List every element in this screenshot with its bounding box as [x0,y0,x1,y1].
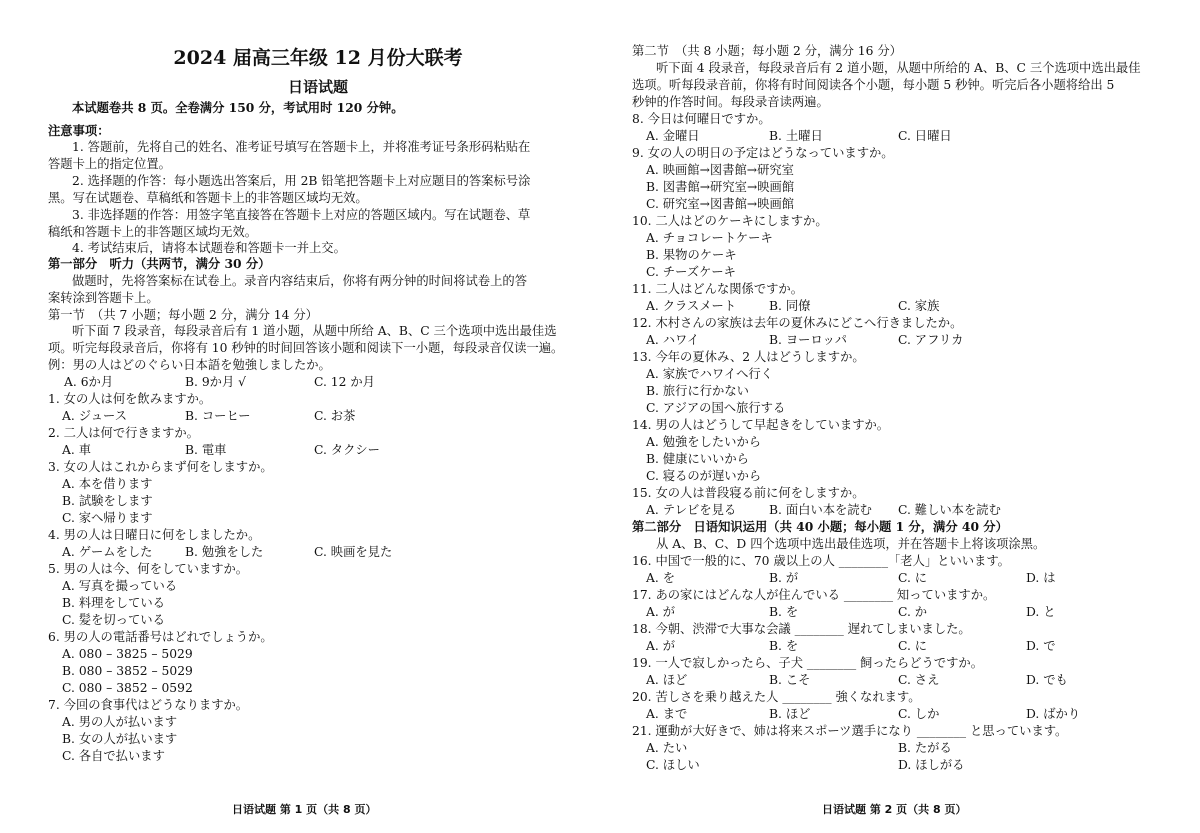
option: A. が [646,639,675,653]
option: C. さえ [898,673,940,687]
exam-intro: 本试题卷共 8 页。全卷满分 150 分，考试用时 120 分钟。 [72,100,404,115]
question-6: 6. 男の人の電話番号はどれでしょうか。 [48,630,273,644]
option: C. ほしい [646,758,700,772]
question-5: 5. 男の人は今、何をしていますか。 [48,562,249,576]
question-20-options [632,706,1172,722]
question-19: 19. 一人で寂しかったら、子犬 ________ 飼ったらどうですか。 [632,656,984,670]
question-8-options [632,128,1172,144]
example-question: 例：男の人はどのぐらい日本語を勉強しましたか。 [48,358,331,372]
option: B. 電車 [185,443,227,457]
option: C. タクシー [314,443,380,457]
question-17-options [632,604,1172,620]
part1-desc: 做题时，先将答案标在试卷上。录音内容结束后，你将有两分钟的时间将试卷上的答 [72,274,527,288]
question-15: 15. 女の人は普段寝る前に何をしますか。 [632,486,865,500]
part2-desc: 从 A、B、C、D 四个选项中选出最佳选项，并在答题卡上将该项涂黑。 [656,537,1046,551]
option: C. 家族 [898,299,940,313]
section2-desc: 听下面 4 段录音，每段录音后有 2 道小题，从题中所给的 A、B、C 三个选项中选出最佳 [656,61,1141,75]
question-9: 9. 女の人の明日の予定はどうなっていますか。 [632,146,894,160]
option: C. 各自で払います [62,749,165,763]
option: D. で [1026,639,1056,653]
option: C. アジアの国へ旅行する [646,401,786,415]
question-18: 18. 今朝、渋滞で大事な会議 ________ 遅れてしまいました。 [632,622,971,636]
option: C. 難しい本を読む [898,503,1001,517]
question-17: 17. あの家にはどんな人が住んでいる ________ 知っていますか。 [632,588,996,602]
part1-desc: 案转涂到答题卡上。 [48,291,159,305]
option: A. 車 [62,443,91,457]
exam-title: 2024 届高三年级 12 月份大联考 [173,47,463,69]
option: A. クラスメート [646,299,737,313]
section1-desc: 项。听完每段录音后，你将有 10 秒钟的时间回答该小题和阅读下一小题，每段录音仅读一遍。 [48,341,564,355]
option: C. 映画を見た [314,545,393,559]
part2-heading: 第二部分 日语知识运用（共 40 小题；每小题 1 分，满分 40 分） [632,519,1008,534]
option: B. 果物のケーキ [646,248,737,262]
option: C. に [898,639,928,653]
option: D. と [1026,605,1056,619]
option: A. が [646,605,675,619]
option: A. ハワイ [646,333,700,347]
option: B. 旅行に行かない [646,384,749,398]
option: A. 金曜日 [646,129,700,143]
question-11-options [632,298,1172,314]
option: A. たい [646,741,688,755]
option: B. 9か月 √ [185,375,247,389]
question-21-options-row2 [632,757,1172,773]
option: A. チョコレートケーキ [646,231,773,245]
question-4-options [48,544,588,560]
option: C. しか [898,707,940,721]
option: A. 本を借ります [62,477,153,491]
question-7: 7. 今回の食事代はどうなりますか。 [48,698,249,712]
note-line: 稿纸和答题卡上的非答题区域均无效。 [48,225,258,239]
section2-desc: 秒钟的作答时间。每段录音读两遍。 [632,95,829,109]
option: C. 家へ帰ります [62,511,153,525]
option: A. 家族でハワイへ行く [646,367,774,381]
question-15-options [632,502,1172,518]
option: B. 080 – 3852 – 5029 [62,664,193,678]
option: C. 髪を切っている [62,613,165,627]
question-20: 20. 苦しさを乗り越えた人 ________ 強くなれます。 [632,690,921,704]
question-21: 21. 運動が大好きで、姉は将来スポーツ選手になり ________ と思っています。 [632,724,1068,738]
option: B. 同僚 [769,299,811,313]
option: B. 土曜日 [769,129,823,143]
note-line: 1. 答题前，先将自己的姓名、准考证号填写在答题卡上，并将准考证号条形码粘贴在 [72,140,531,154]
option: B. を [769,639,799,653]
option: B. ヨーロッパ [769,333,848,347]
option: C. 寝るのが遅いから [646,469,762,483]
option: B. 健康にいいから [646,452,749,466]
option: A. 映画館→図書館→研究室 [646,163,794,177]
note-line: 2. 选择题的作答：每小题选出答案后，用 2B 铅笔把答题卡上对应题目的答案标号涂 [72,174,531,188]
option: A. 男の人が払います [62,715,178,729]
note-line: 4. 考试结束后，请将本试题卷和答题卡一并上交。 [72,241,346,255]
option: C. 日曜日 [898,129,952,143]
section1-desc: 听下面 7 段录音，每段录音后有 1 道小题，从题中所给 A、B、C 三个选项中选出最佳选 [72,324,557,338]
question-10: 10. 二人はどのケーキにしますか。 [632,214,828,228]
question-18-options [632,638,1172,654]
question-13: 13. 今年の夏休み、2 人はどうしますか。 [632,350,865,364]
option: B. を [769,605,799,619]
note-line: 3. 非选择题的作答：用签字笔直接答在答题卡上对应的答题区域内。写在试题卷、草 [72,208,531,222]
exam-subtitle: 日语试题 [287,78,348,96]
question-12: 12. 木村さんの家族は去年の夏休みにどこへ行きましたか。 [632,316,963,330]
section2-desc: 选项。听每段录音前，你将有时间阅读各个小题，每小题 5 秒钟。听完后各小题将给出 5 [632,78,1115,92]
option: B. コーヒー [185,409,251,423]
option: C. 12 か月 [314,375,375,389]
example-options [48,374,588,390]
option: B. が [769,571,799,585]
option: D. ほしがる [898,758,965,772]
part1-heading: 第一部分 听力（共两节，满分 30 分） [48,256,271,271]
question-14: 14. 男の人はどうして早起きをしていますか。 [632,418,890,432]
option: C. チーズケーキ [646,265,736,279]
option: B. 試験をします [62,494,153,508]
option: C. に [898,571,928,585]
option: B. たがる [898,741,952,755]
question-16-options [632,570,1172,586]
option: B. こそ [769,673,811,687]
option: A. ほど [646,673,688,687]
option: A. テレビを見る [646,503,737,517]
section2-heading: 第二节 （共 8 小题；每小题 2 分，满分 16 分） [632,44,902,58]
question-2: 2. 二人は何で行きますか。 [48,426,199,440]
option: B. ほど [769,707,811,721]
option: D. ばかり [1026,707,1081,721]
option: B. 面白い本を読む [769,503,872,517]
question-1-options [48,408,588,424]
note-line: 答题卡上的指定位置。 [48,157,171,171]
option: D. でも [1026,673,1068,687]
question-8: 8. 今日は何曜日ですか。 [632,112,771,126]
option: A. ジュース [62,409,128,423]
option: C. 研究室→図書館→映画館 [646,197,795,211]
option: C. か [898,605,928,619]
question-4: 4. 男の人は日曜日に何をしましたか。 [48,528,261,542]
page-1-footer: 日语试题 第 1 页（共 8 页） [232,803,377,816]
option: D. は [1026,571,1056,585]
question-1: 1. 女の人は何を飲みますか。 [48,392,212,406]
section1-heading: 第一节 （共 7 小题；每小题 2 分，满分 14 分） [48,308,318,322]
question-11: 11. 二人はどんな関係ですか。 [632,282,804,296]
page-2-footer: 日语试题 第 2 页（共 8 页） [822,803,967,816]
option: A. 写真を撮っている [62,579,178,593]
option: C. 080 – 3852 – 0592 [62,681,193,695]
question-12-options [632,332,1172,348]
option: B. 料理をしている [62,596,165,610]
option: A. 080 – 3825 – 5029 [62,647,193,661]
option: A. 勉強をしたいから [646,435,762,449]
option: C. お茶 [314,409,356,423]
option: C. アフリカ [898,333,964,347]
question-3: 3. 女の人はこれからまず何をしますか。 [48,460,273,474]
option: B. 図書館→研究室→映画館 [646,180,795,194]
option: A. まで [646,707,688,721]
option: B. 女の人が払います [62,732,178,746]
question-21-options-row1 [632,740,1172,756]
option: A. ゲームをした [62,545,153,559]
option: A. 6か月 [64,375,114,389]
question-2-options [48,442,588,458]
question-16: 16. 中国で一般的に、70 歳以上の人 ________「老人」といいます。 [632,554,1010,568]
note-line: 黑。写在试题卷、草稿纸和答题卡上的非答题区域均无效。 [48,191,368,205]
question-19-options [632,672,1172,688]
notes-heading: 注意事项： [48,123,110,138]
option: A. を [646,571,675,585]
option: B. 勉強をした [185,545,264,559]
